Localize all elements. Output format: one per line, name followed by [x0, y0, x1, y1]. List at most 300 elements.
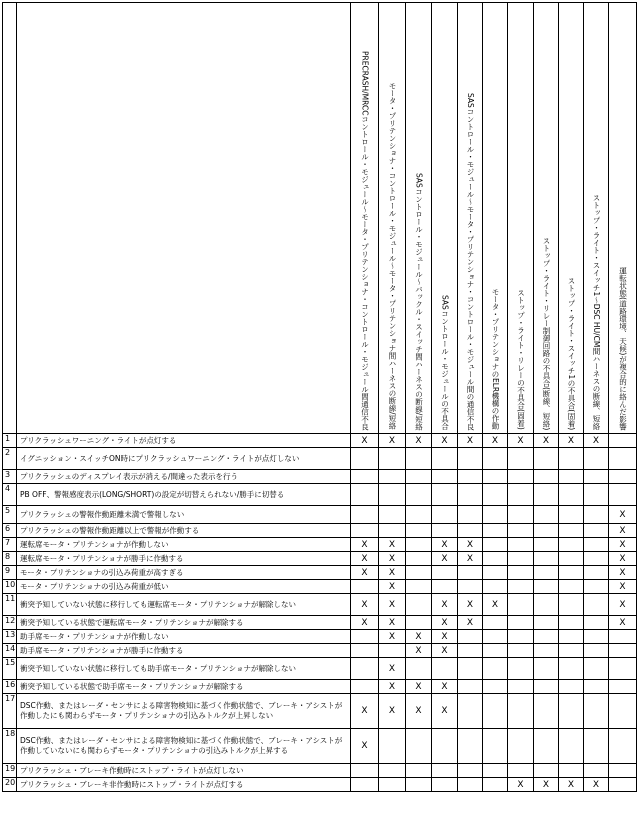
matrix-cell	[379, 448, 406, 470]
matrix-cell: X	[379, 630, 406, 644]
row-number: 20	[3, 778, 17, 792]
column-header	[406, 3, 432, 434]
matrix-cell	[432, 566, 458, 580]
header-corner-num	[3, 3, 17, 434]
matrix-cell: X	[351, 594, 379, 616]
symptom-description: 運転席モータ・プリテンショナが勝手に作動する	[17, 552, 351, 566]
column-header	[432, 3, 458, 434]
matrix-cell	[458, 448, 483, 470]
matrix-cell	[584, 552, 609, 566]
row-number: 14	[3, 644, 17, 658]
matrix-cell: X	[379, 552, 406, 566]
matrix-cell	[559, 644, 584, 658]
column-header-label: ストップ・ライト・リレーの不具合(固着)	[516, 289, 526, 430]
matrix-cell	[351, 484, 379, 506]
matrix-cell	[379, 470, 406, 484]
matrix-cell	[584, 644, 609, 658]
row-number: 16	[3, 680, 17, 694]
row-number: 11	[3, 594, 17, 616]
matrix-cell	[584, 538, 609, 552]
matrix-cell	[609, 680, 637, 694]
matrix-cell	[559, 630, 584, 644]
matrix-cell	[458, 694, 483, 729]
matrix-cell: X	[559, 778, 584, 792]
matrix-cell	[534, 448, 559, 470]
matrix-cell	[432, 524, 458, 538]
matrix-cell	[406, 524, 432, 538]
row-number: 3	[3, 470, 17, 484]
matrix-cell	[584, 524, 609, 538]
matrix-cell	[379, 484, 406, 506]
matrix-cell	[508, 538, 534, 552]
matrix-cell	[406, 506, 432, 524]
matrix-cell	[534, 680, 559, 694]
matrix-cell	[483, 484, 508, 506]
matrix-cell	[458, 566, 483, 580]
column-header-label: PRECRASH/MRCCコントロール・モジュール〜モータ・プリテンショナ・コントロール・モジュール間通信不良	[360, 50, 370, 430]
matrix-cell	[534, 524, 559, 538]
matrix-cell	[406, 594, 432, 616]
matrix-cell	[508, 506, 534, 524]
matrix-cell: X	[483, 594, 508, 616]
matrix-cell: X	[432, 538, 458, 552]
matrix-cell	[609, 658, 637, 680]
matrix-cell	[508, 594, 534, 616]
matrix-cell	[508, 552, 534, 566]
matrix-cell	[458, 506, 483, 524]
column-header-label: モータ・プリテンショナ・コントロール・モジュール〜モータ・プリテンショナ間ハーネスの断線/短絡	[388, 82, 397, 430]
table-row	[3, 658, 637, 680]
matrix-cell	[609, 729, 637, 764]
column-header	[609, 3, 637, 434]
matrix-cell	[584, 484, 609, 506]
matrix-cell	[609, 764, 637, 778]
matrix-cell	[534, 658, 559, 680]
matrix-cell	[483, 552, 508, 566]
matrix-cell	[351, 680, 379, 694]
matrix-cell	[534, 470, 559, 484]
row-number: 8	[3, 552, 17, 566]
matrix-cell	[559, 524, 584, 538]
table-row	[3, 506, 637, 524]
matrix-cell: X	[508, 778, 534, 792]
matrix-cell	[559, 616, 584, 630]
table-row	[3, 470, 637, 484]
table-row	[3, 594, 637, 616]
matrix-cell	[534, 694, 559, 729]
header-row	[3, 3, 637, 434]
row-number: 2	[3, 448, 17, 470]
table-row	[3, 538, 637, 552]
matrix-cell	[458, 778, 483, 792]
matrix-cell	[458, 764, 483, 778]
column-header-label: ストップ・ライト・スイッチ1〜DSC HU/CM間ハーネスの断線、短絡	[592, 194, 601, 430]
matrix-cell	[379, 506, 406, 524]
matrix-cell	[609, 644, 637, 658]
symptom-description: 衝突予知していない状態に移行しても運転席モータ・プリテンショナが解除しない	[17, 594, 351, 616]
matrix-cell	[609, 630, 637, 644]
matrix-cell	[559, 594, 584, 616]
matrix-cell	[458, 524, 483, 538]
matrix-cell	[483, 538, 508, 552]
matrix-cell	[559, 552, 584, 566]
table-row	[3, 566, 637, 580]
matrix-cell: X	[508, 434, 534, 448]
matrix-cell: X	[458, 538, 483, 552]
column-header-label: モータ・プリテンショナのELR機構の作動	[491, 288, 500, 430]
matrix-cell	[432, 764, 458, 778]
matrix-cell: X	[406, 680, 432, 694]
matrix-cell	[379, 764, 406, 778]
matrix-cell	[406, 729, 432, 764]
matrix-cell	[432, 506, 458, 524]
matrix-cell	[351, 778, 379, 792]
matrix-cell	[406, 616, 432, 630]
table-row	[3, 630, 637, 644]
matrix-cell	[534, 506, 559, 524]
matrix-cell: X	[483, 434, 508, 448]
matrix-cell: X	[432, 694, 458, 729]
row-number: 7	[3, 538, 17, 552]
matrix-cell	[351, 580, 379, 594]
column-header	[534, 3, 559, 434]
matrix-cell: X	[609, 552, 637, 566]
matrix-cell: X	[379, 538, 406, 552]
matrix-cell	[584, 694, 609, 729]
matrix-cell: X	[432, 616, 458, 630]
matrix-cell	[351, 524, 379, 538]
matrix-cell: X	[379, 594, 406, 616]
matrix-cell	[534, 630, 559, 644]
matrix-cell	[508, 694, 534, 729]
matrix-cell: X	[609, 538, 637, 552]
symptom-description: プリクラッシュの警報作動距離以上で警報が作動する	[17, 524, 351, 538]
matrix-cell: X	[351, 729, 379, 764]
column-header	[508, 3, 534, 434]
matrix-cell: X	[432, 594, 458, 616]
matrix-cell: X	[432, 552, 458, 566]
matrix-cell	[609, 448, 637, 470]
matrix-cell	[406, 448, 432, 470]
row-number: 4	[3, 484, 17, 506]
column-header-label: ストップ・ライト・スイッチ1の不具合(固着)	[567, 276, 576, 430]
matrix-cell	[584, 729, 609, 764]
matrix-cell	[406, 470, 432, 484]
symptom-description: 衝突予知していない状態に移行しても助手席モータ・プリテンショナが解除しない	[17, 658, 351, 680]
matrix-cell: X	[609, 566, 637, 580]
matrix-cell: X	[379, 566, 406, 580]
matrix-cell: X	[458, 434, 483, 448]
row-number: 12	[3, 616, 17, 630]
matrix-cell	[483, 729, 508, 764]
matrix-cell	[483, 778, 508, 792]
matrix-cell	[483, 680, 508, 694]
symptom-description: モータ・プリテンショナの引込み荷重が低い	[17, 580, 351, 594]
column-header-label: SASコントロール・モジュール〜バックル・スイッチ間ハーネスの断線/短絡	[414, 172, 424, 430]
matrix-cell	[379, 778, 406, 792]
matrix-cell	[483, 694, 508, 729]
matrix-cell: X	[432, 434, 458, 448]
matrix-cell: X	[534, 434, 559, 448]
matrix-cell: X	[609, 506, 637, 524]
column-header	[379, 3, 406, 434]
matrix-cell	[483, 506, 508, 524]
row-number: 18	[3, 729, 17, 764]
matrix-cell	[534, 566, 559, 580]
symptom-description: DSC作動、またはレーダ・センサによる障害物検知に基づく作動状態で、ブレーキ・アシストが作動したにも関わらずモータ・プリテンショナの引込みトルクが上昇しない	[17, 694, 351, 729]
matrix-cell	[483, 524, 508, 538]
matrix-cell	[351, 644, 379, 658]
symptom-description: DSC作動、またはレーダ・センサによる障害物検知に基づく作動状態で、ブレーキ・アシストが作動していないにも関わらずモータ・プリテンショナの引込みトルクが上昇する	[17, 729, 351, 764]
matrix-cell: X	[432, 630, 458, 644]
matrix-cell	[534, 644, 559, 658]
matrix-cell	[458, 470, 483, 484]
matrix-cell	[379, 729, 406, 764]
matrix-cell: X	[406, 644, 432, 658]
matrix-cell	[584, 616, 609, 630]
matrix-cell	[483, 448, 508, 470]
matrix-cell	[508, 448, 534, 470]
matrix-cell: X	[609, 524, 637, 538]
matrix-cell	[559, 470, 584, 484]
matrix-cell: X	[458, 594, 483, 616]
matrix-cell	[534, 594, 559, 616]
table-row	[3, 729, 637, 764]
matrix-cell	[483, 616, 508, 630]
row-number: 1	[3, 434, 17, 448]
table-row	[3, 680, 637, 694]
matrix-cell	[584, 594, 609, 616]
matrix-cell: X	[584, 434, 609, 448]
symptom-description: 衝突予知している状態で運転席モータ・プリテンショナが解除する	[17, 616, 351, 630]
matrix-cell	[534, 729, 559, 764]
matrix-cell	[483, 658, 508, 680]
matrix-cell: X	[351, 538, 379, 552]
matrix-cell	[559, 580, 584, 594]
matrix-cell	[458, 580, 483, 594]
row-number: 5	[3, 506, 17, 524]
symptom-description: プリクラッシュの警報作動距離未満で警報しない	[17, 506, 351, 524]
matrix-cell	[584, 470, 609, 484]
matrix-cell	[406, 566, 432, 580]
matrix-cell	[351, 630, 379, 644]
matrix-cell: X	[406, 630, 432, 644]
matrix-cell	[559, 566, 584, 580]
matrix-cell	[534, 552, 559, 566]
matrix-cell	[609, 694, 637, 729]
symptom-description: 運転席モータ・プリテンショナが作動しない	[17, 538, 351, 552]
matrix-cell	[432, 448, 458, 470]
matrix-cell	[483, 764, 508, 778]
symptom-description: 衝突予知している状態で助手席モータ・プリテンショナが解除する	[17, 680, 351, 694]
matrix-cell	[508, 524, 534, 538]
symptom-description: PB OFF、警報感度表示(LONG/SHORT)の設定が切替えられない/勝手に切替る	[17, 484, 351, 506]
matrix-cell: X	[458, 616, 483, 630]
matrix-cell	[584, 448, 609, 470]
matrix-cell	[458, 729, 483, 764]
column-header-label: 運転状態(道路環境、天候)が複合的に絡んだ影響	[618, 266, 628, 430]
matrix-cell	[559, 506, 584, 524]
matrix-cell	[508, 616, 534, 630]
table-row	[3, 778, 637, 792]
matrix-cell	[508, 644, 534, 658]
matrix-cell	[508, 729, 534, 764]
row-number: 9	[3, 566, 17, 580]
header-corner-desc	[17, 3, 351, 434]
column-header-label: SASコントロール・モジュールの不具合	[440, 295, 450, 430]
table-row	[3, 616, 637, 630]
row-number: 6	[3, 524, 17, 538]
matrix-cell: X	[351, 694, 379, 729]
matrix-cell	[432, 729, 458, 764]
matrix-cell: X	[379, 616, 406, 630]
matrix-cell	[458, 630, 483, 644]
symptom-description: プリクラッシュ・ブレーキ非作動時にストップ・ライトが点灯する	[17, 778, 351, 792]
matrix-cell: X	[584, 778, 609, 792]
matrix-cell	[351, 470, 379, 484]
matrix-cell	[559, 680, 584, 694]
matrix-cell: X	[379, 680, 406, 694]
table-row	[3, 580, 637, 594]
matrix-cell	[584, 658, 609, 680]
table-row	[3, 552, 637, 566]
matrix-cell	[458, 484, 483, 506]
matrix-cell	[609, 470, 637, 484]
matrix-cell	[483, 470, 508, 484]
row-number: 15	[3, 658, 17, 680]
matrix-cell	[351, 658, 379, 680]
column-header	[483, 3, 508, 434]
matrix-cell: X	[351, 566, 379, 580]
column-header	[458, 3, 483, 434]
matrix-cell	[406, 552, 432, 566]
table-row	[3, 694, 637, 729]
table-row	[3, 448, 637, 470]
matrix-cell	[458, 658, 483, 680]
matrix-cell: X	[609, 594, 637, 616]
symptom-description: 助手席モータ・プリテンショナが作動しない	[17, 630, 351, 644]
row-number: 10	[3, 580, 17, 594]
diagnosis-matrix-table	[2, 2, 637, 792]
symptom-description: プリクラッシュのディスプレイ表示が消える/間違った表示を行う	[17, 470, 351, 484]
matrix-cell: X	[609, 616, 637, 630]
row-number: 17	[3, 694, 17, 729]
table-row	[3, 524, 637, 538]
matrix-cell	[508, 566, 534, 580]
table-row	[3, 434, 637, 448]
matrix-cell	[432, 778, 458, 792]
matrix-cell: X	[432, 644, 458, 658]
matrix-cell	[432, 658, 458, 680]
matrix-cell	[351, 448, 379, 470]
matrix-cell	[432, 484, 458, 506]
matrix-cell	[458, 644, 483, 658]
matrix-cell	[351, 764, 379, 778]
matrix-cell	[483, 580, 508, 594]
matrix-cell	[584, 630, 609, 644]
symptom-description: プリクラッシュワーニング・ライトが点灯する	[17, 434, 351, 448]
matrix-cell	[609, 778, 637, 792]
column-header	[584, 3, 609, 434]
symptom-description: プリクラッシュ・ブレーキ作動時にストップ・ライトが点灯しない	[17, 764, 351, 778]
matrix-cell	[483, 566, 508, 580]
matrix-cell	[584, 506, 609, 524]
symptom-description: モータ・プリテンショナの引込み荷重が高すぎる	[17, 566, 351, 580]
matrix-cell	[559, 658, 584, 680]
matrix-cell	[559, 694, 584, 729]
table-row	[3, 644, 637, 658]
matrix-cell	[406, 538, 432, 552]
symptom-description: 助手席モータ・プリテンショナが勝手に作動する	[17, 644, 351, 658]
matrix-cell	[534, 484, 559, 506]
matrix-cell	[534, 764, 559, 778]
matrix-cell: X	[406, 694, 432, 729]
matrix-cell	[432, 580, 458, 594]
matrix-cell	[508, 680, 534, 694]
matrix-cell	[584, 566, 609, 580]
matrix-cell: X	[351, 616, 379, 630]
matrix-cell	[559, 764, 584, 778]
matrix-cell	[609, 434, 637, 448]
matrix-cell	[584, 764, 609, 778]
matrix-cell: X	[379, 434, 406, 448]
matrix-cell	[483, 644, 508, 658]
matrix-cell: X	[379, 658, 406, 680]
matrix-cell	[351, 506, 379, 524]
matrix-cell: X	[432, 680, 458, 694]
matrix-cell	[406, 764, 432, 778]
matrix-cell: X	[379, 580, 406, 594]
matrix-cell	[379, 644, 406, 658]
matrix-cell: X	[559, 434, 584, 448]
matrix-cell	[508, 580, 534, 594]
table-row	[3, 484, 637, 506]
matrix-body	[3, 434, 637, 792]
column-header	[351, 3, 379, 434]
matrix-cell	[508, 764, 534, 778]
matrix-cell	[379, 524, 406, 538]
row-number: 19	[3, 764, 17, 778]
matrix-cell: X	[379, 694, 406, 729]
column-header-label: ストップ・ライト・リレー制御回路の不具合(断線、短絡)	[542, 236, 551, 430]
column-header-label: SASコントロール・モジュール〜モータ・プリテンショナ・コントロール・モジュール間の通信不良	[466, 92, 475, 430]
matrix-cell	[559, 484, 584, 506]
matrix-cell	[559, 448, 584, 470]
matrix-cell	[406, 658, 432, 680]
matrix-cell	[534, 580, 559, 594]
matrix-cell: X	[534, 778, 559, 792]
matrix-cell: X	[609, 580, 637, 594]
matrix-cell	[406, 484, 432, 506]
matrix-cell	[559, 729, 584, 764]
row-number: 13	[3, 630, 17, 644]
matrix-cell: X	[458, 552, 483, 566]
matrix-cell	[406, 580, 432, 594]
matrix-cell	[559, 538, 584, 552]
matrix-cell	[508, 630, 534, 644]
matrix-cell	[458, 680, 483, 694]
matrix-cell: X	[351, 434, 379, 448]
matrix-cell	[508, 470, 534, 484]
matrix-cell	[483, 630, 508, 644]
matrix-cell: X	[351, 552, 379, 566]
matrix-cell	[432, 470, 458, 484]
matrix-cell: X	[406, 434, 432, 448]
matrix-cell	[534, 538, 559, 552]
table-row	[3, 764, 637, 778]
column-header	[559, 3, 584, 434]
symptom-description: イグニッション・スイッチON時にプリクラッシュワーニング・ライトが点灯しない	[17, 448, 351, 470]
